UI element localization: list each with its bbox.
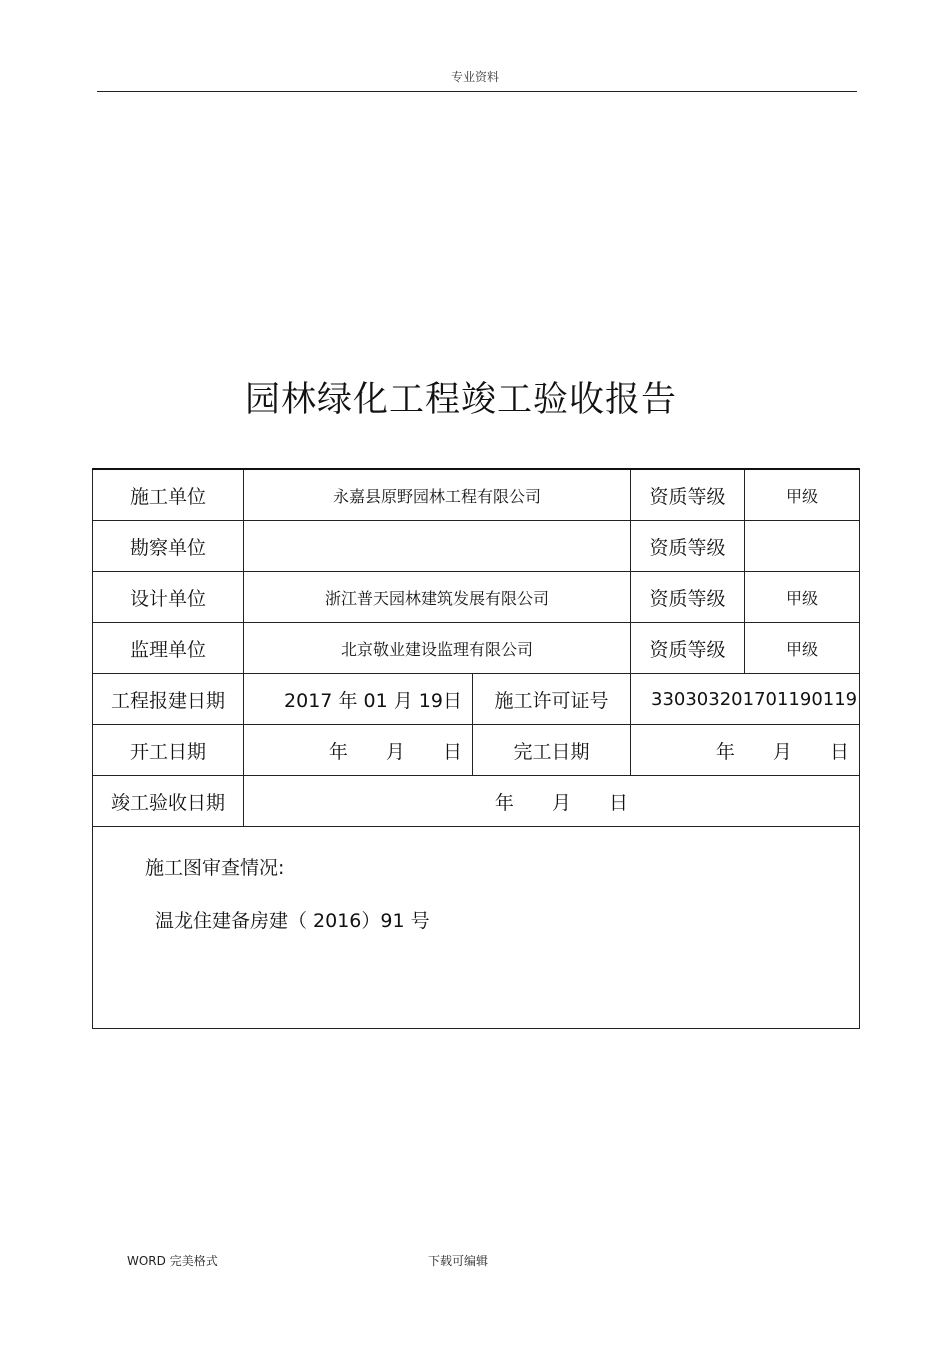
registration-month: 01: [363, 689, 388, 712]
acceptance-day-unit: 日: [609, 791, 629, 814]
survey-unit-label: 勘察单位: [93, 521, 244, 572]
design-unit-label: 设计单位: [93, 572, 244, 623]
supervision-grade-label: 资质等级: [631, 623, 745, 674]
row-survey-unit: [93, 521, 860, 572]
supervision-unit-value: 北京敬业建设监理有限公司: [244, 623, 631, 674]
end-day-unit: 日: [829, 740, 849, 763]
footer-format-note: WORD 完美格式: [127, 1254, 218, 1268]
start-month-unit: 月: [385, 740, 405, 763]
start-year-unit: 年: [328, 740, 348, 763]
acceptance-date-label: 竣工验收日期: [93, 776, 244, 827]
acceptance-year-unit: 年: [494, 791, 514, 814]
start-date-value: [244, 725, 473, 776]
row-supervision-unit: [93, 623, 860, 674]
end-date-label: 完工日期: [473, 725, 631, 776]
registration-month-unit: 月: [393, 689, 413, 712]
row-design-unit: [93, 572, 860, 623]
registration-day-unit: 日: [442, 689, 462, 712]
registration-year: 2017: [284, 689, 333, 712]
design-unit-value: 浙江普天园林建筑发展有限公司: [244, 572, 631, 623]
construction-grade-value: 甲级: [745, 469, 860, 521]
supervision-grade-value: 甲级: [745, 623, 860, 674]
row-acceptance: [93, 776, 860, 827]
row-start-end: [93, 725, 860, 776]
page-header: 专业资料: [450, 70, 499, 84]
survey-grade-value: [745, 521, 860, 572]
construction-grade-label: 资质等级: [631, 469, 745, 521]
registration-date-value: [244, 674, 473, 725]
end-date-value: [631, 725, 860, 776]
header-divider: [97, 91, 857, 92]
registration-year-unit: 年: [338, 689, 358, 712]
row-construction-unit: [93, 469, 860, 521]
drawing-review-label: 施工图审查情况:: [145, 857, 285, 879]
start-day-unit: 日: [442, 740, 462, 763]
start-date-label: 开工日期: [93, 725, 244, 776]
drawing-review-text: 温龙住建备房建（ 2016）91 号: [155, 910, 430, 932]
end-month-unit: 月: [772, 740, 792, 763]
document-title: 园林绿化工程竣工验收报告: [244, 380, 677, 420]
registration-date-label: 工程报建日期: [93, 674, 244, 725]
survey-grade-label: 资质等级: [631, 521, 745, 572]
permit-number: 330303201701190119: [631, 674, 860, 725]
drawing-review-cell: [93, 827, 860, 1029]
row-registration: [93, 674, 860, 725]
acceptance-month-unit: 月: [551, 791, 571, 814]
row-drawing-review: [93, 827, 860, 1029]
construction-unit-label: 施工单位: [93, 469, 244, 521]
end-year-unit: 年: [715, 740, 735, 763]
design-grade-label: 资质等级: [631, 572, 745, 623]
supervision-unit-label: 监理单位: [93, 623, 244, 674]
design-grade-value: 甲级: [745, 572, 860, 623]
survey-unit-value: [244, 521, 631, 572]
construction-unit-value: 永嘉县原野园林工程有限公司: [244, 469, 631, 521]
report-form-table: [92, 468, 860, 1029]
permit-label: 施工许可证号: [473, 674, 631, 725]
footer-download-note: 下载可编辑: [428, 1254, 489, 1268]
registration-day: 19: [418, 689, 443, 712]
acceptance-date-value: [244, 776, 860, 827]
